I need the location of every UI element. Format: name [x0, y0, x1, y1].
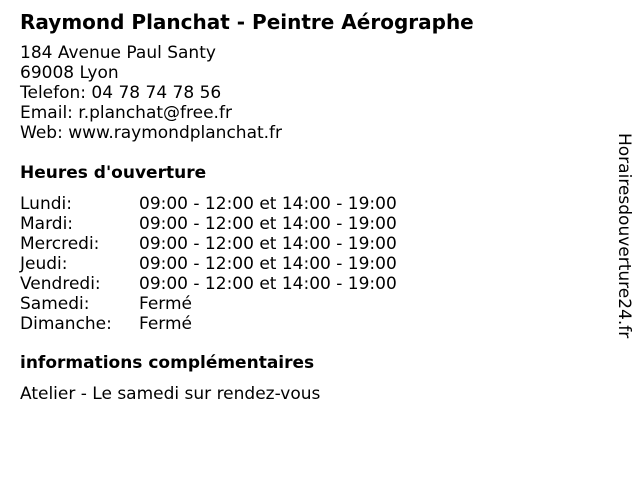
hours-row-monday — [20, 194, 397, 214]
site-watermark: Horairesdouverture24.fr — [614, 133, 634, 339]
day-label: Mercredi: — [20, 234, 100, 254]
day-label: Mardi: — [20, 214, 74, 234]
hours-row-sunday — [20, 314, 397, 334]
day-label: Samedi: — [20, 294, 90, 314]
day-hours: 09:00 - 12:00 et 14:00 - 19:00 — [139, 194, 397, 214]
contact-block — [20, 43, 282, 143]
website-address: Web: www.raymondplanchat.fr — [20, 123, 283, 143]
day-hours: 09:00 - 12:00 et 14:00 - 19:00 — [139, 274, 397, 294]
day-hours: 09:00 - 12:00 et 14:00 - 19:00 — [139, 254, 397, 274]
day-hours: 09:00 - 12:00 et 14:00 - 19:00 — [139, 214, 397, 234]
email-address: Email: r.planchat@free.fr — [20, 103, 232, 123]
opening-hours-table — [20, 194, 397, 334]
hours-row-wednesday — [20, 234, 397, 254]
day-hours: 09:00 - 12:00 et 14:00 - 19:00 — [139, 234, 397, 254]
day-hours: Fermé — [139, 294, 193, 314]
additional-info-text: Atelier - Le samedi sur rendez-vous — [20, 384, 321, 404]
opening-hours-heading: Heures d'ouverture — [20, 163, 207, 183]
day-label: Dimanche: — [20, 314, 112, 334]
hours-row-tuesday — [20, 214, 397, 234]
day-label: Jeudi: — [20, 254, 68, 274]
city-address: 69008 Lyon — [20, 63, 119, 83]
day-label: Lundi: — [20, 194, 72, 214]
business-name: Raymond Planchat - Peintre Aérographe — [20, 10, 474, 34]
street-address: 184 Avenue Paul Santy — [20, 43, 216, 63]
day-label: Vendredi: — [20, 274, 101, 294]
day-hours: Fermé — [139, 314, 193, 334]
hours-row-saturday — [20, 294, 397, 314]
hours-row-thursday — [20, 254, 397, 274]
additional-info-heading: informations complémentaires — [20, 353, 315, 373]
hours-row-friday — [20, 274, 397, 294]
phone-number: Telefon: 04 78 74 78 56 — [20, 83, 222, 103]
